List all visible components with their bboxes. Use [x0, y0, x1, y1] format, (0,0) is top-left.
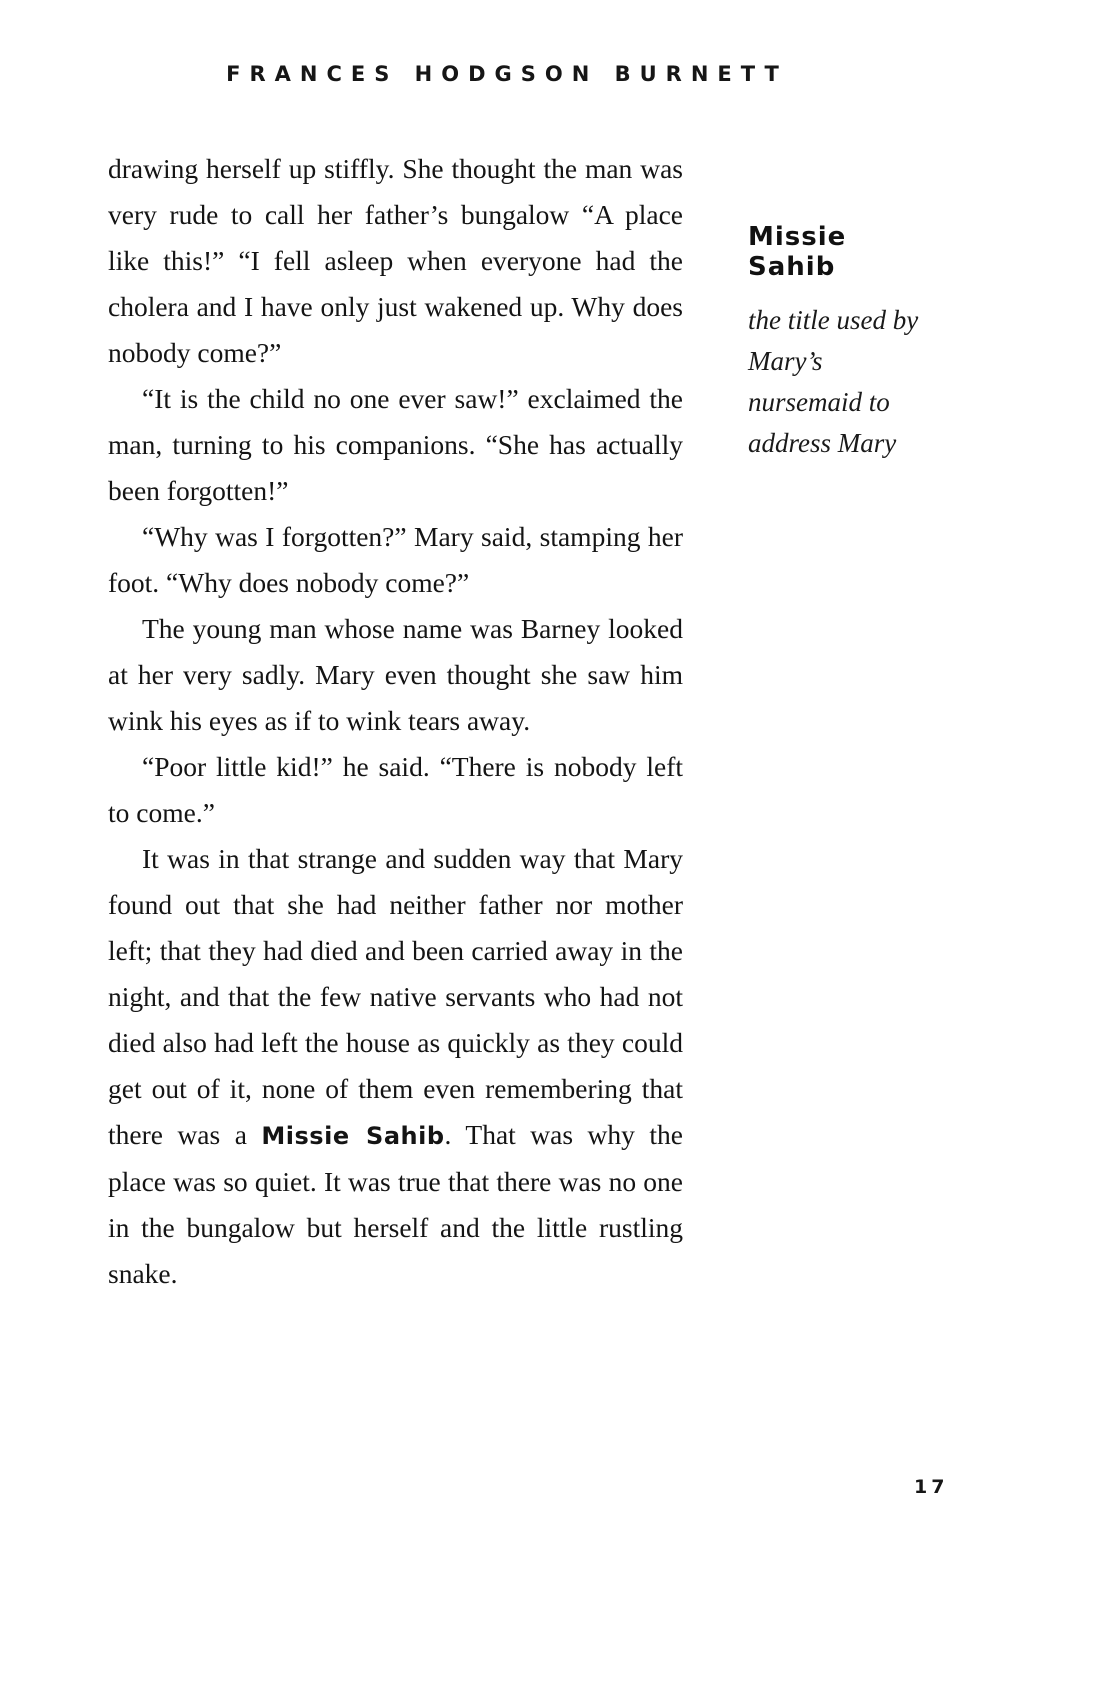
paragraph-3: “Why was I forgotten?” Mary said, stamping her foot. “Why does nobody come?”: [108, 521, 683, 598]
author-name: FRANCES HODGSON BURNETT: [226, 62, 788, 86]
paragraph-6-text-before: It was in that strange and sudden way that Mary found out that she had neither father nor mother left; that they had died and been carried away in the night, and that the few native servants who had not died also had left the house as quickly as they could get out of it, none of them even remembering that there was a: [108, 843, 683, 1150]
paragraph-1: drawing herself up stiffly. She thought the man was very rude to call her father’s bungalow “A place like this!” “I fell asleep when everyone had the cholera and I have only just wakened up. Why does nobody come?”: [108, 153, 683, 368]
margin-note: [748, 222, 938, 464]
inline-term-missie-sahib: Missie Sahib: [261, 1122, 445, 1150]
page-number: 17: [914, 1476, 949, 1498]
paragraph-2: “It is the child no one ever saw!” exclaimed the man, turning to his companions. “She has actually been forgotten!”: [108, 383, 683, 506]
main-text-column: [108, 146, 683, 1297]
paragraph-6: [108, 836, 683, 1297]
paragraph-6-text-after: . That was why the place was so quiet. It was true that there was no one in the bungalow but herself and the little rustling snake.: [108, 1119, 684, 1289]
paragraph-5: “Poor little kid!” he said. “There is nobody left to come.”: [108, 751, 683, 828]
running-header: [0, 62, 1014, 86]
margin-note-definition: the title used by Mary’s nursemaid to address Mary: [748, 305, 919, 458]
margin-note-term: Missie Sahib: [748, 222, 847, 282]
paragraph-4: The young man whose name was Barney looked at her very sadly. Mary even thought she saw him wink his eyes as if to wink tears away.: [108, 613, 683, 736]
